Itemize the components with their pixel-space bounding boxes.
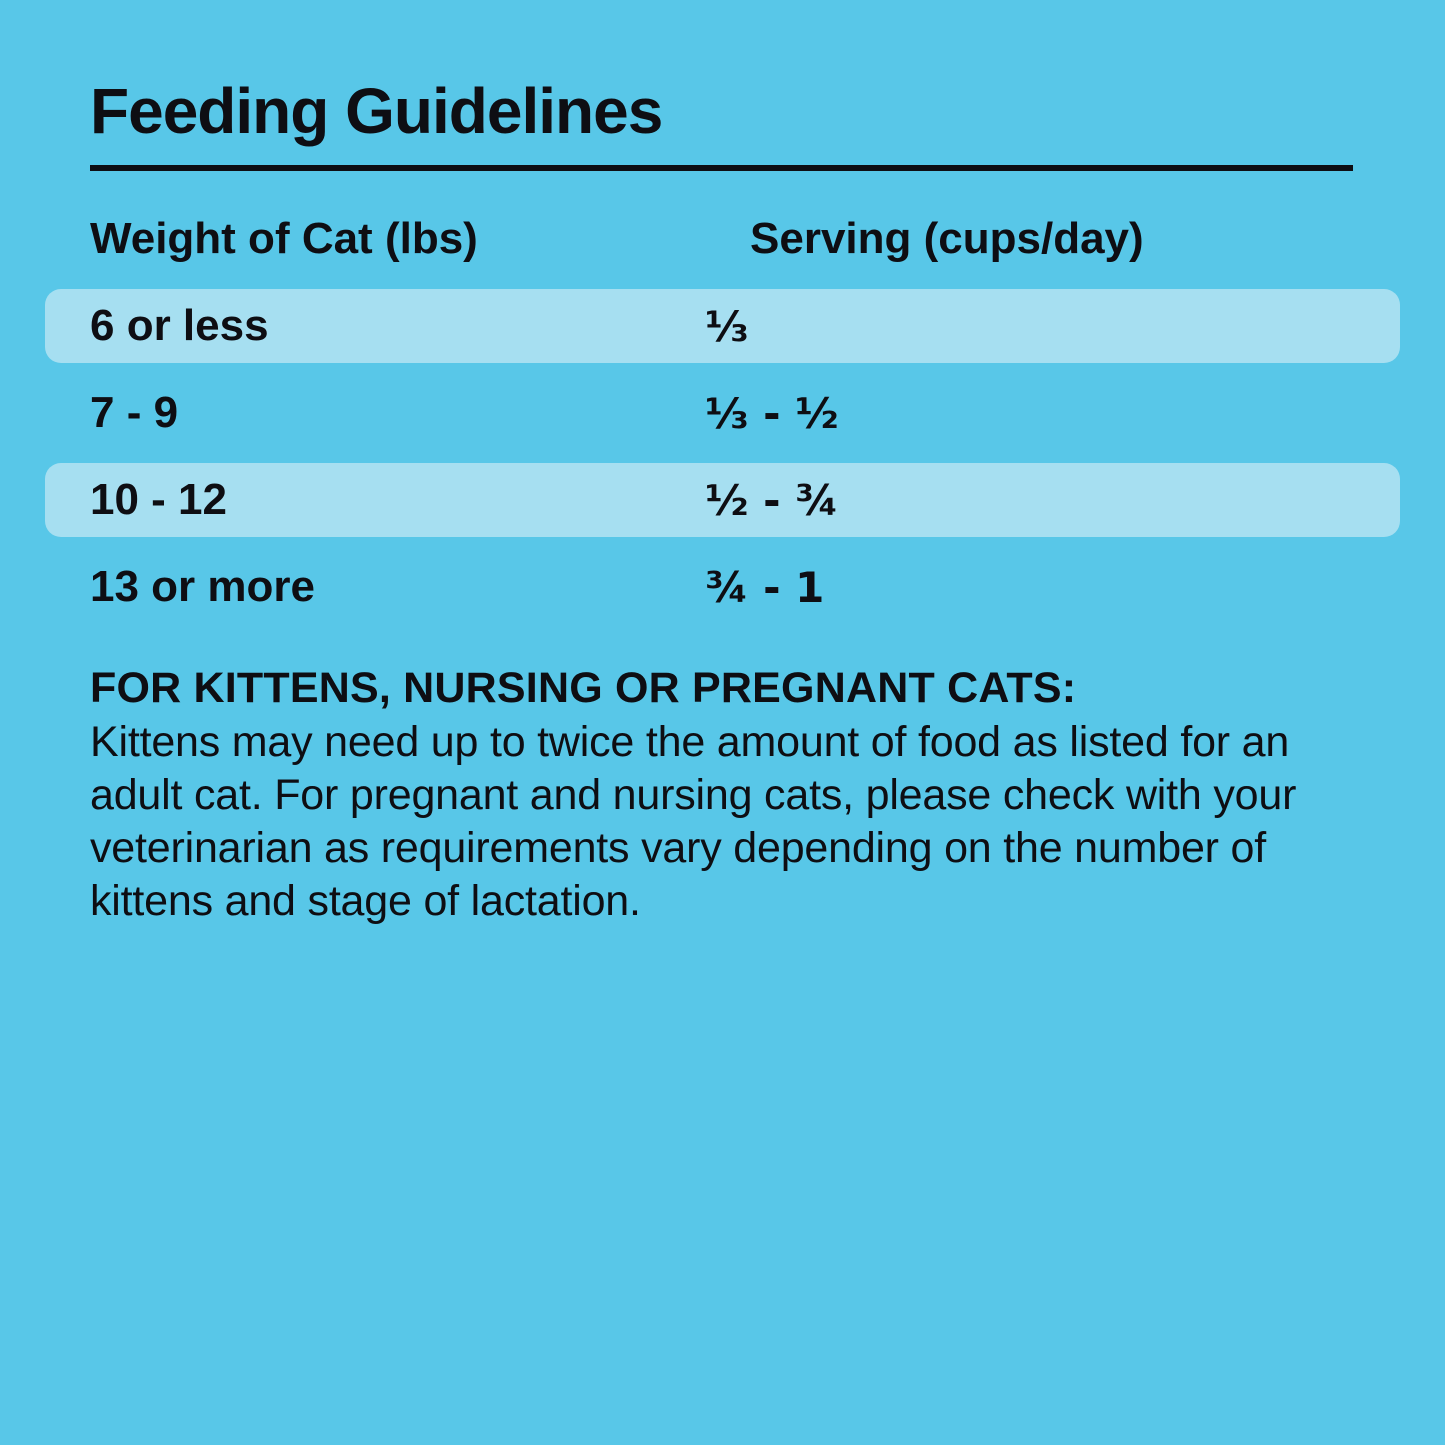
title-divider bbox=[90, 165, 1353, 171]
serving-cell: ½ - ¾ bbox=[705, 475, 839, 525]
serving-cell: ⅓ bbox=[705, 301, 749, 351]
serving-cell: ⅓ - ½ bbox=[705, 388, 839, 438]
column-header-serving: Serving (cups/day) bbox=[750, 214, 1144, 263]
column-header-weight: Weight of Cat (lbs) bbox=[90, 214, 478, 263]
weight-cell: 6 or less bbox=[90, 301, 269, 350]
page-title: Feeding Guidelines bbox=[90, 75, 663, 147]
weight-cell: 10 - 12 bbox=[90, 475, 227, 524]
table-row bbox=[45, 550, 1400, 624]
table-row bbox=[45, 376, 1400, 450]
kittens-note-heading: FOR KITTENS, NURSING OR PREGNANT CATS: bbox=[90, 664, 1077, 712]
weight-cell: 13 or more bbox=[90, 562, 315, 611]
kittens-note-body: Kittens may need up to twice the amount of food as listed for an adult cat. For pregnant and nursing cats, please check with your veterinarian as requirements vary depending on the number of kittens and stage of lactation. bbox=[90, 718, 1297, 925]
feeding-table bbox=[0, 289, 1445, 637]
table-row bbox=[45, 463, 1400, 537]
weight-cell: 7 - 9 bbox=[90, 388, 179, 437]
table-header bbox=[0, 214, 1445, 264]
table-row bbox=[45, 289, 1400, 363]
serving-cell: ¾ - 1 bbox=[705, 562, 825, 612]
